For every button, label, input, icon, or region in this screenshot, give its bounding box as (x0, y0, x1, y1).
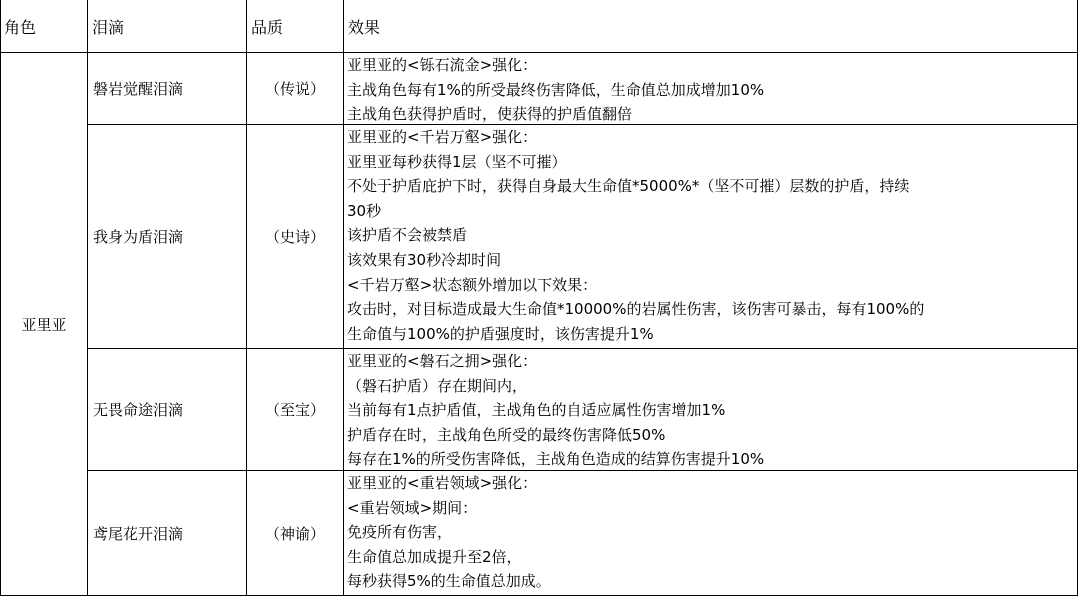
table-row-effect (344, 349, 1077, 470)
table-row-tear-name (88, 349, 246, 470)
effect-line: 30秒 (347, 201, 382, 220)
tear-name: 无畏命途泪滴 (93, 401, 184, 419)
effect-line: 亚里亚的<磐石之拥>强化： (347, 352, 538, 370)
tear-name: 我身为盾泪滴 (93, 228, 184, 246)
effect-line: <千岩万壑>状态额外增加以下效果： (347, 275, 598, 294)
effect-line: 攻击时，对目标造成最大生命值*10000%的岩属性伤害，该伤害可暴击，每有100%的 (347, 300, 925, 319)
table-row-effect (344, 53, 1077, 124)
tear-quality: （至宝） (264, 401, 325, 419)
header-effect: 效果 (348, 17, 381, 37)
tear-name: 磐岩觉醒泪滴 (93, 80, 184, 98)
table-row-effect (344, 471, 1077, 595)
effect-line: 护盾存在时，主战角色所受的最终伤害降低50% (347, 425, 666, 444)
effect-line: 该护盾不会被禁盾 (347, 226, 468, 245)
effect-line: 亚里亚每秒获得1层（坚不可摧） (347, 152, 567, 171)
effect-line: 免疫所有伤害， (347, 523, 453, 542)
effect-line: 生命值总加成提升至2倍， (347, 547, 522, 566)
table-row-quality (247, 349, 343, 470)
tear-quality: （传说） (264, 80, 325, 98)
effect-line: 每秒获得5%的生命值总加成。 (347, 572, 551, 591)
effect-line: 主战角色每有1%的所受最终伤害降低，生命值总加成增加10% (347, 80, 765, 99)
table-row-effect (344, 125, 1077, 348)
effect-line: 亚里亚的<铄石流金>强化： (347, 56, 538, 74)
table-row-tear-name (88, 125, 246, 348)
table-row-quality (247, 53, 343, 124)
effect-line: （磐石护盾）存在期间内， (347, 376, 528, 395)
tear-quality: （史诗） (264, 228, 325, 246)
effect-line: <重岩领域>期间： (347, 498, 478, 517)
character-name-cell (1, 53, 87, 595)
grid-line (1077, 0, 1078, 596)
effect-line: 亚里亚的<千岩万壑>强化： (347, 128, 538, 146)
effect-line: 该效果有30秒冷却时间 (347, 250, 502, 269)
header-quality: 品质 (251, 17, 284, 37)
header-tear: 泪滴 (92, 17, 125, 37)
table-row-quality (247, 471, 343, 595)
effect-line: 当前每有1点护盾值，主战角色的自适应属性伤害增加1% (347, 401, 726, 420)
effect-line: 不处于护盾庇护下时，获得自身最大生命值*5000%*（坚不可摧）层数的护盾，持续 (347, 177, 910, 196)
header-role: 角色 (4, 17, 37, 37)
effect-line: 每存在1%的所受伤害降低，主战角色造成的结算伤害提升10% (347, 450, 765, 469)
tear-quality: （神谕） (264, 524, 325, 543)
effect-line: 主战角色获得护盾时，使获得的护盾值翻倍 (347, 105, 633, 124)
tear-name: 鸢尾花开泪滴 (93, 524, 184, 543)
table-row-quality (247, 125, 343, 348)
effect-line: 亚里亚的<重岩领域>强化： (347, 474, 538, 492)
effect-line: 生命值与100%的护盾强度时，该伤害提升1% (347, 324, 654, 343)
character-name: 亚里亚 (21, 315, 67, 334)
table-row-tear-name (88, 471, 246, 595)
table-row-tear-name (88, 53, 246, 124)
